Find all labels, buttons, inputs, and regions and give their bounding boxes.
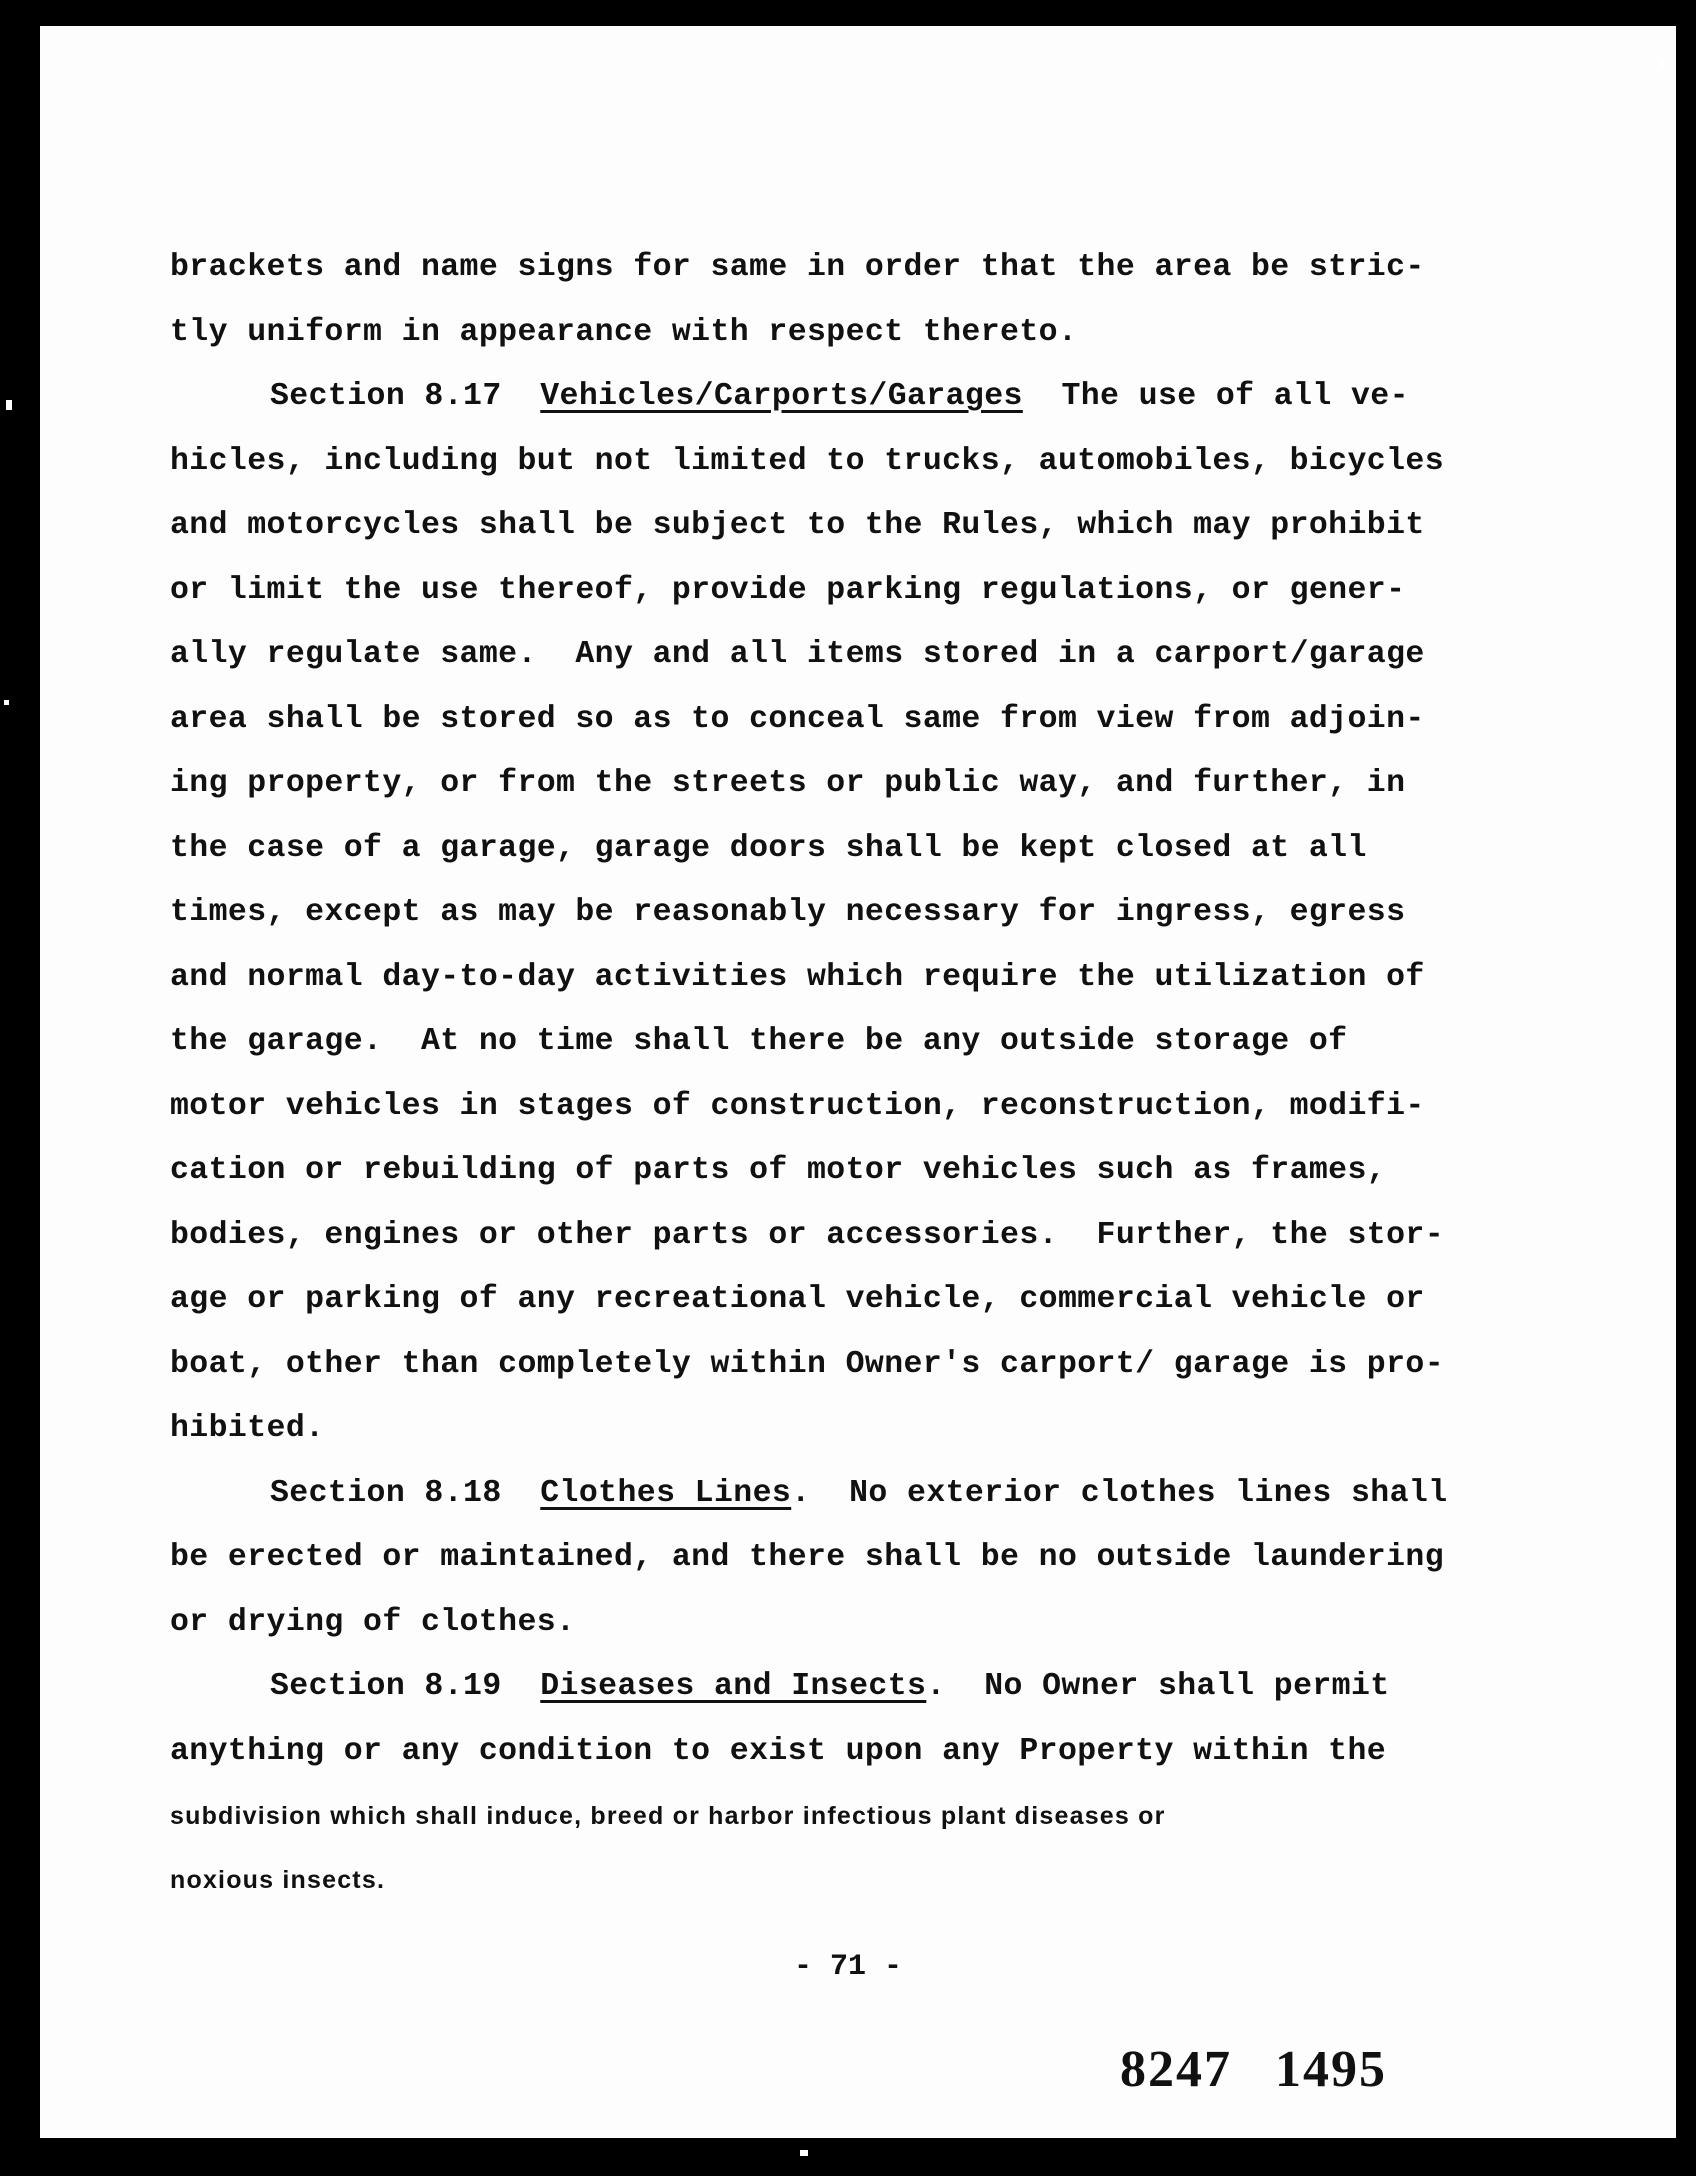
text-line: area shall be stored so as to conceal same from view from adjoin- <box>170 701 1425 737</box>
text-line: ing property, or from the streets or public way, and further, in <box>170 766 1406 801</box>
text-line-small: noxious insects. <box>170 1866 386 1894</box>
text-line: boat, other than completely within Owner's carport/ garage is pro- <box>170 1346 1445 1382</box>
record-number: 8247 1495 <box>1120 2041 1387 2098</box>
section-heading: Vehicles/Carports/Garages <box>540 379 1023 414</box>
section-first-line-text: . No Owner shall permit <box>926 1669 1390 1704</box>
text-line: and motorcycles shall be subject to the Rules, which may prohibit <box>170 508 1425 543</box>
edge-speck <box>1660 60 1666 68</box>
document-body <box>170 236 1510 1912</box>
text-line: or limit the use thereof, provide parking regulations, or gener- <box>170 572 1406 608</box>
text-line: be erected or maintained, and there shall be no outside laundering <box>170 1540 1445 1575</box>
text-line: and normal day-to-day activities which require the utilization of <box>170 959 1425 995</box>
edge-speck <box>800 2150 808 2156</box>
section-number: Section 8.19 <box>270 1669 502 1704</box>
section-first-line-text: . No exterior clothes lines shall <box>791 1475 1448 1511</box>
text-line: ally regulate same. Any and all items stored in a carport/garage <box>170 637 1425 672</box>
text-line: hibited. <box>170 1411 325 1446</box>
section-first-line-text: The use of all ve- <box>1061 379 1409 414</box>
text-line: the garage. At no time shall there be any outside storage of <box>170 1024 1348 1059</box>
text-line: age or parking of any recreational vehicle, commercial vehicle or <box>170 1282 1425 1317</box>
text-line: cation or rebuilding of parts of motor vehicles such as frames, <box>170 1153 1387 1188</box>
section-heading: Clothes Lines <box>540 1475 792 1511</box>
section-8-19-first-line <box>170 1655 1510 1720</box>
edge-speck <box>4 700 9 705</box>
text-line: tly uniform in appearance with respect thereto. <box>170 314 1078 350</box>
edge-speck <box>6 400 12 410</box>
section-heading: Diseases and Insects <box>540 1669 927 1704</box>
text-line: or drying of clothes. <box>170 1604 576 1640</box>
section-number: Section 8.18 <box>270 1475 502 1511</box>
text-line: brackets and name signs for same in order that the area be stric- <box>170 250 1425 285</box>
page-number: - 71 - <box>793 1950 903 1984</box>
text-line-small: subdivision which shall induce, breed or harbor infectious plant diseases or <box>170 1802 1166 1830</box>
section-8-18-first-line <box>170 1462 1510 1527</box>
text-line: bodies, engines or other parts or accessories. Further, the stor- <box>170 1217 1445 1253</box>
section-number: Section 8.17 <box>270 379 502 414</box>
text-line: hicles, including but not limited to trucks, automobiles, bicycles <box>170 443 1445 479</box>
text-line: motor vehicles in stages of construction, reconstruction, modifi- <box>170 1088 1425 1124</box>
section-8-17-first-line <box>170 365 1510 430</box>
text-line: the case of a garage, garage doors shall be kept closed at all <box>170 830 1367 866</box>
text-line: anything or any condition to exist upon any Property within the <box>170 1733 1387 1769</box>
text-line: times, except as may be reasonably necessary for ingress, egress <box>170 895 1406 930</box>
